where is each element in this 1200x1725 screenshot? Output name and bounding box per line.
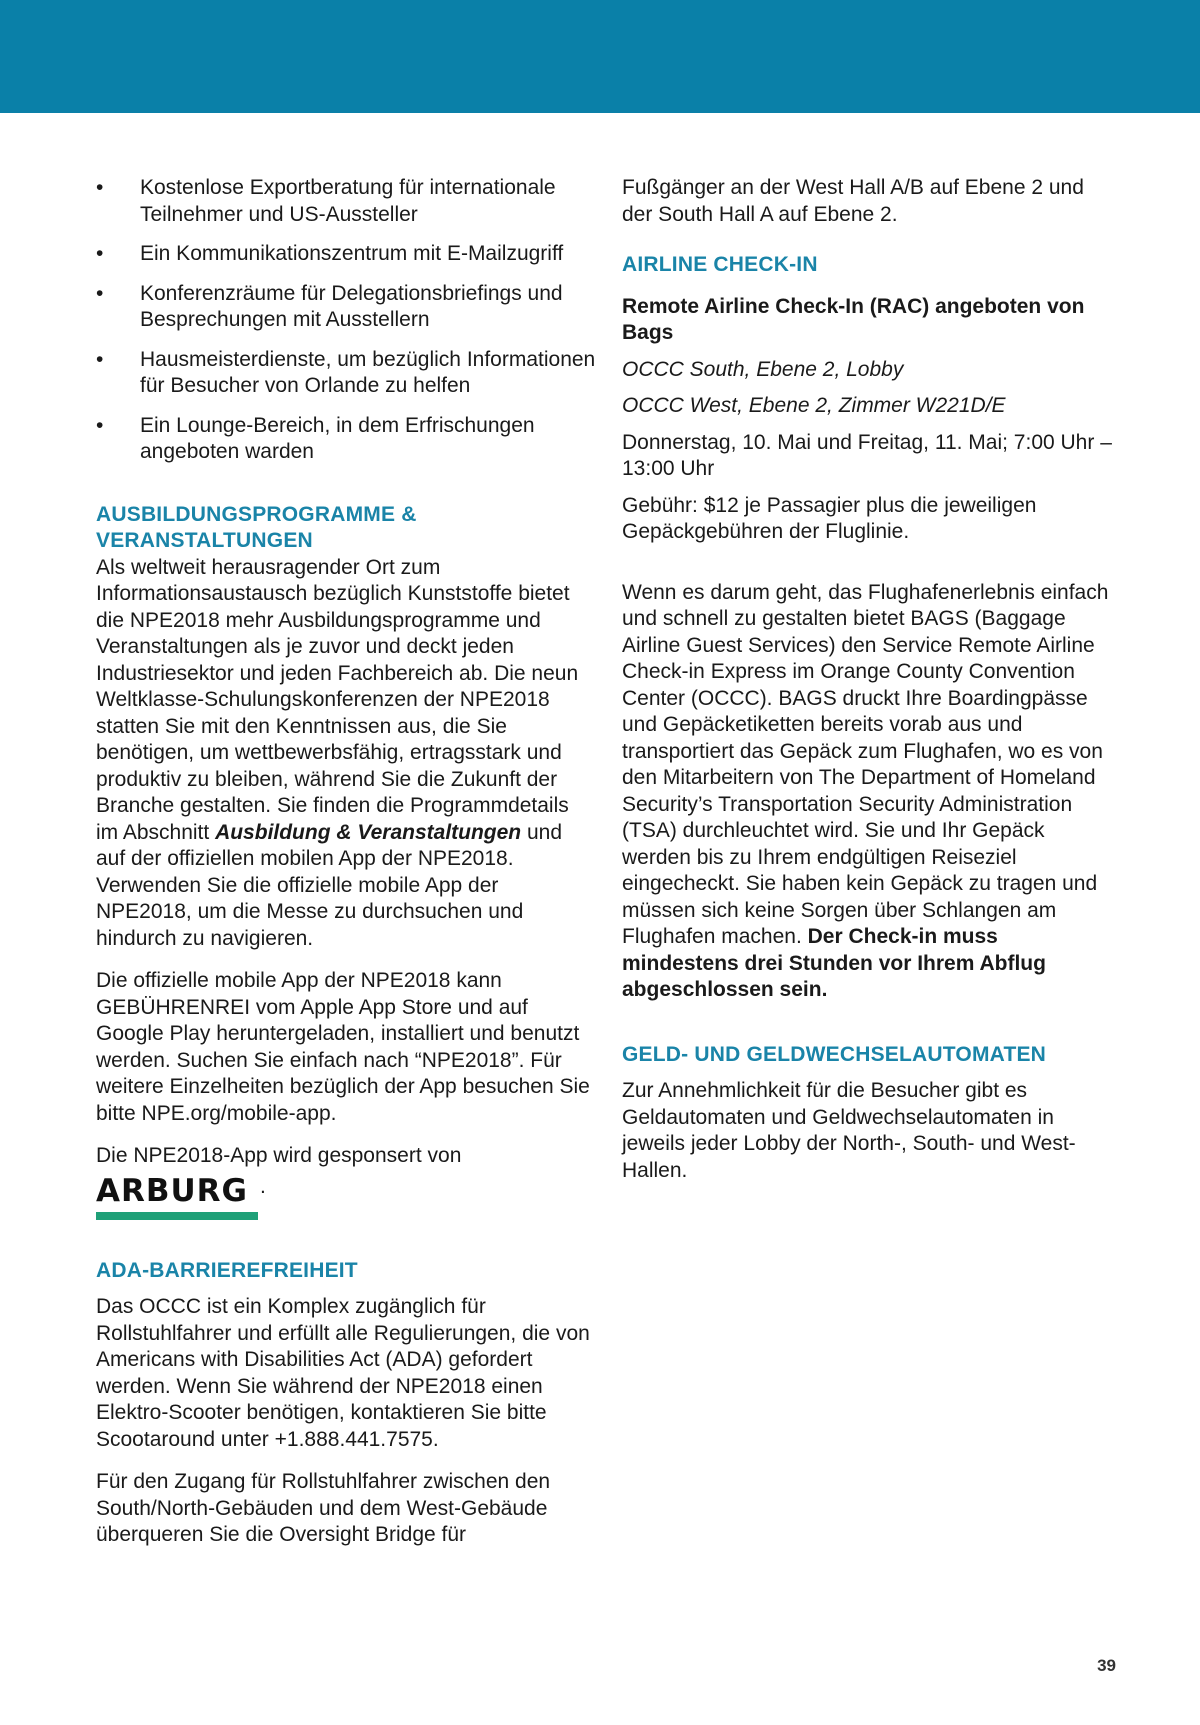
- sponsor-text: Die NPE2018-App wird gesponsert von: [96, 1144, 462, 1167]
- sponsor-logo-row: ARBURG .: [96, 1174, 596, 1220]
- bullet-icon: •: [96, 413, 104, 437]
- app-paragraph: Die offizielle mobile App der NPE2018 kann GEBÜHRENREI vom Apple App Store und auf Google Play heruntergeladen, installiert und benutzt werden. Suchen Sie einfach nach “NPE2018”. Für weitere Einzelheiten bezüglich der App besuchen Sie bitte NPE.org/mobile-app.: [96, 969, 590, 1125]
- airline-dates: Donnerstag, 10. Mai und Freitag, 11. Mai; 7:00 Uhr – 13:00 Uhr: [622, 430, 1112, 480]
- airline-heading: AIRLINE CHECK-IN: [622, 253, 818, 276]
- ada-paragraph-2: Für den Zugang für Rollstuhlfahrer zwischen den South/North-Gebäuden und dem West-Gebäude überqueren Sie die Oversight Bridge für: [96, 1470, 551, 1546]
- header-band: [0, 0, 1200, 113]
- services-list: [96, 175, 596, 466]
- list-item: • Ein Lounge-Bereich, in dem Erfrischungen angeboten warden: [96, 413, 535, 463]
- airline-body: Wenn es darum geht, das Flughafenerlebnis einfach und schnell zu gestalten bietet BAGS (Baggage Airline Guest Services) den Service Remote Airline Check-in Express im Orange County Convention Center (OCCC). BAGS druckt Ihre Boardingpässe und Gepäcketiketten bereits vorab aus und transportiert das Gepäck zum Flughafen, wo es von den Mitarbeitern von The Department of Homeland Security’s Transportation Security Administration (TSA) durchleuchtet wird. Sie und Ihr Gepäck werden bis zu Ihrem endgültigen Reiseziel eingecheckt. Sie haben kein Gepäck zu tragen und müssen sich keine Sorgen über Schlangen am Flughafen machen. Der Check-in muss mindestens drei Stunden vor Ihrem Abflug abgeschlossen sein.: [622, 580, 1109, 1001]
- atm-body: Zur Annehmlichkeit für die Besucher gibt es Geldautomaten und Geldwechselautomaten in jeweils jeder Lobby der North-, South- und West-Hallen.: [622, 1079, 1076, 1182]
- list-item: • Konferenzräume für Delegationsbriefings und Besprechungen mit Ausstellern: [96, 281, 563, 331]
- arburg-logo: ARBURG: [96, 1174, 258, 1220]
- airline-location-1: OCCC South, Ebene 2, Lobby: [622, 357, 904, 381]
- list-item: • Hausmeisterdienste, um bezüglich Informationen für Besucher von Orlande zu helfen: [96, 347, 596, 397]
- atm-heading: GELD- UND GELDWECHSELAUTOMATEN: [622, 1042, 1047, 1066]
- bullet-icon: •: [96, 176, 104, 199]
- bullet-icon: •: [96, 281, 104, 305]
- education-heading: AUSBILDUNGSPROGRAMME & VERANSTALTUNGEN: [96, 502, 417, 552]
- bullet-icon: •: [96, 242, 104, 265]
- left-column: [96, 175, 596, 1549]
- ada-heading: ADA-BARRIEREFREIHEIT: [96, 1258, 358, 1282]
- list-item: • Ein Kommunikationszentrum mit E-Mailzugriff: [96, 241, 596, 268]
- education-paragraph: Als weltweit herausragender Ort zum Informationsaustausch bezüglich Kunststoffe bietet die NPE2018 mehr Ausbildungsprogramme und Veranstaltungen als je zuvor und deckt jeden Industriesektor und jeden Fachbereich ab. Die neun Weltklasse-Schulungskonferenzen der NPE2018 statten Sie mit den Kenntnissen aus, die Sie benötigen, um wettbewerbsfähig, ertragsstark und produktiv zu bleiben, während Sie die Zukunft der Branche gestalten. Sie finden die Programmdetails im Abschnitt Ausbildung & Veranstaltungen und auf der offiziellen mobilen App der NPE2018. Verwenden Sie die offizielle mobile App der NPE2018, um die Messe zu durchsuchen und hindurch zu navigieren.: [96, 555, 579, 950]
- continuation-paragraph: Fußgänger an der West Hall A/B auf Ebene 2 und der South Hall A auf Ebene 2.: [622, 176, 1084, 226]
- logo-bar: [96, 1212, 258, 1220]
- page-number: 39: [1097, 1656, 1116, 1675]
- bullet-icon: •: [96, 347, 104, 371]
- airline-subheading: Remote Airline Check-In (RAC) angeboten von Bags: [622, 294, 1085, 344]
- airline-fee: Gebühr: $12 je Passagier plus die jeweiligen Gepäckgebühren der Fluglinie.: [622, 493, 1037, 543]
- ada-paragraph-1: Das OCCC ist ein Komplex zugänglich für Rollstuhlfahrer und erfüllt alle Regulierungen, die von Americans with Disabilities Act (ADA) gefordert werden. Wenn Sie während der NPE2018 einen Elektro-Scooter benötigen, kontaktieren Sie bitte Scootaround unter +1.888.441.7575.: [96, 1295, 590, 1451]
- right-column: [622, 175, 1112, 1184]
- list-item: • Kostenlose Exportberatung für internationale Teilnehmer und US-Aussteller: [96, 176, 556, 226]
- airline-location-2: OCCC West, Ebene 2, Zimmer W221D/E: [622, 394, 1006, 417]
